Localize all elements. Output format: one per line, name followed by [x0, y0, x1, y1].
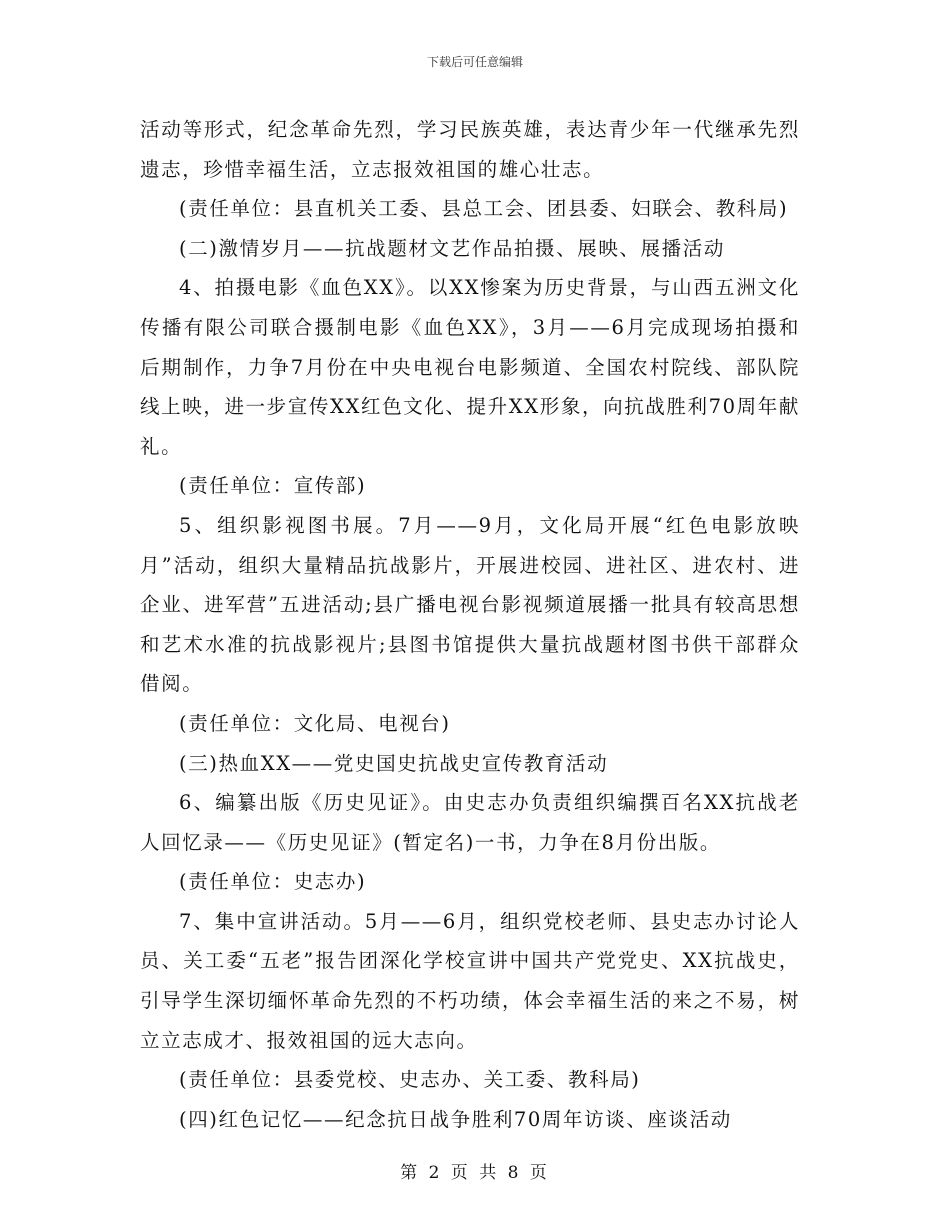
section-heading-3: (三)热血XX——党史国史抗战史宣传教育活动: [179, 751, 609, 775]
paragraph-responsible-unit: (责任单位：史志办): [179, 870, 367, 894]
paragraph-responsible-unit: (责任单位：县直机关工委、县总工会、团县委、妇联会、教科局): [179, 197, 789, 221]
paragraph-continuation: 活动等形式，纪念革命先烈，学习民族英雄，表达青少年一代继承先烈遗志，珍惜幸福生活，立志报效祖国的雄心壮志。: [140, 118, 800, 181]
paragraph-item-5: 5、组织影视图书展。7月——9月，文化局开展“红色电影放映月”活动，组织大量精品抗战影片，开展进校园、进社区、进农村、进企业、进军营”五进活动;县广播电视台影视频道展播一批具有较高思想和艺术水准的抗战影视片;县图书馆提供大量抗战题材图书供干部群众借阅。: [140, 513, 800, 696]
page-number-footer: 第 2 页 共 8 页: [400, 1163, 550, 1183]
section-heading-2: (二)激情岁月——抗战题材文艺作品拍摄、展映、展播活动: [179, 236, 725, 260]
paragraph-responsible-unit: (责任单位：宣传部): [179, 474, 367, 498]
section-heading-4: (四)红色记忆——纪念抗日战争胜利70周年访谈、座谈活动: [179, 1107, 732, 1131]
paragraph-responsible-unit: (责任单位：文化局、电视台): [179, 711, 451, 735]
paragraph-responsible-unit: (责任单位：县委党校、史志办、关工委、教科局): [179, 1068, 641, 1092]
paragraph-item-6: 6、编纂出版《历史见证》。由史志办负责组织编撰百名XX抗战老人回忆录——《历史见证》(暂定名)一书，力争在8月份出版。: [140, 791, 800, 854]
document-body: [140, 110, 800, 1139]
page-header: 下载后可任意编辑: [426, 55, 523, 69]
paragraph-item-4: 4、拍摄电影《血色XX》。以XX惨案为历史背景，与山西五洲文化传播有限公司联合摄制电影《血色XX》，3月——6月完成现场拍摄和后期制作，力争7月份在中央电视台电影频道、全国农村院线、部队院线上映，进一步宣传XX红色文化、提升XX形象，向抗战胜利70周年献礼。: [140, 276, 800, 458]
paragraph-item-7: 7、集中宣讲活动。5月——6月，组织党校老师、县史志办讨论人员、关工委“五老”报告团深化学校宣讲中国共产党党史、XX抗战史，引导学生深切缅怀革命先烈的不朽功绩，体会幸福生活的来之不易，树立立志成才、报效祖国的远大志向。: [140, 909, 800, 1052]
